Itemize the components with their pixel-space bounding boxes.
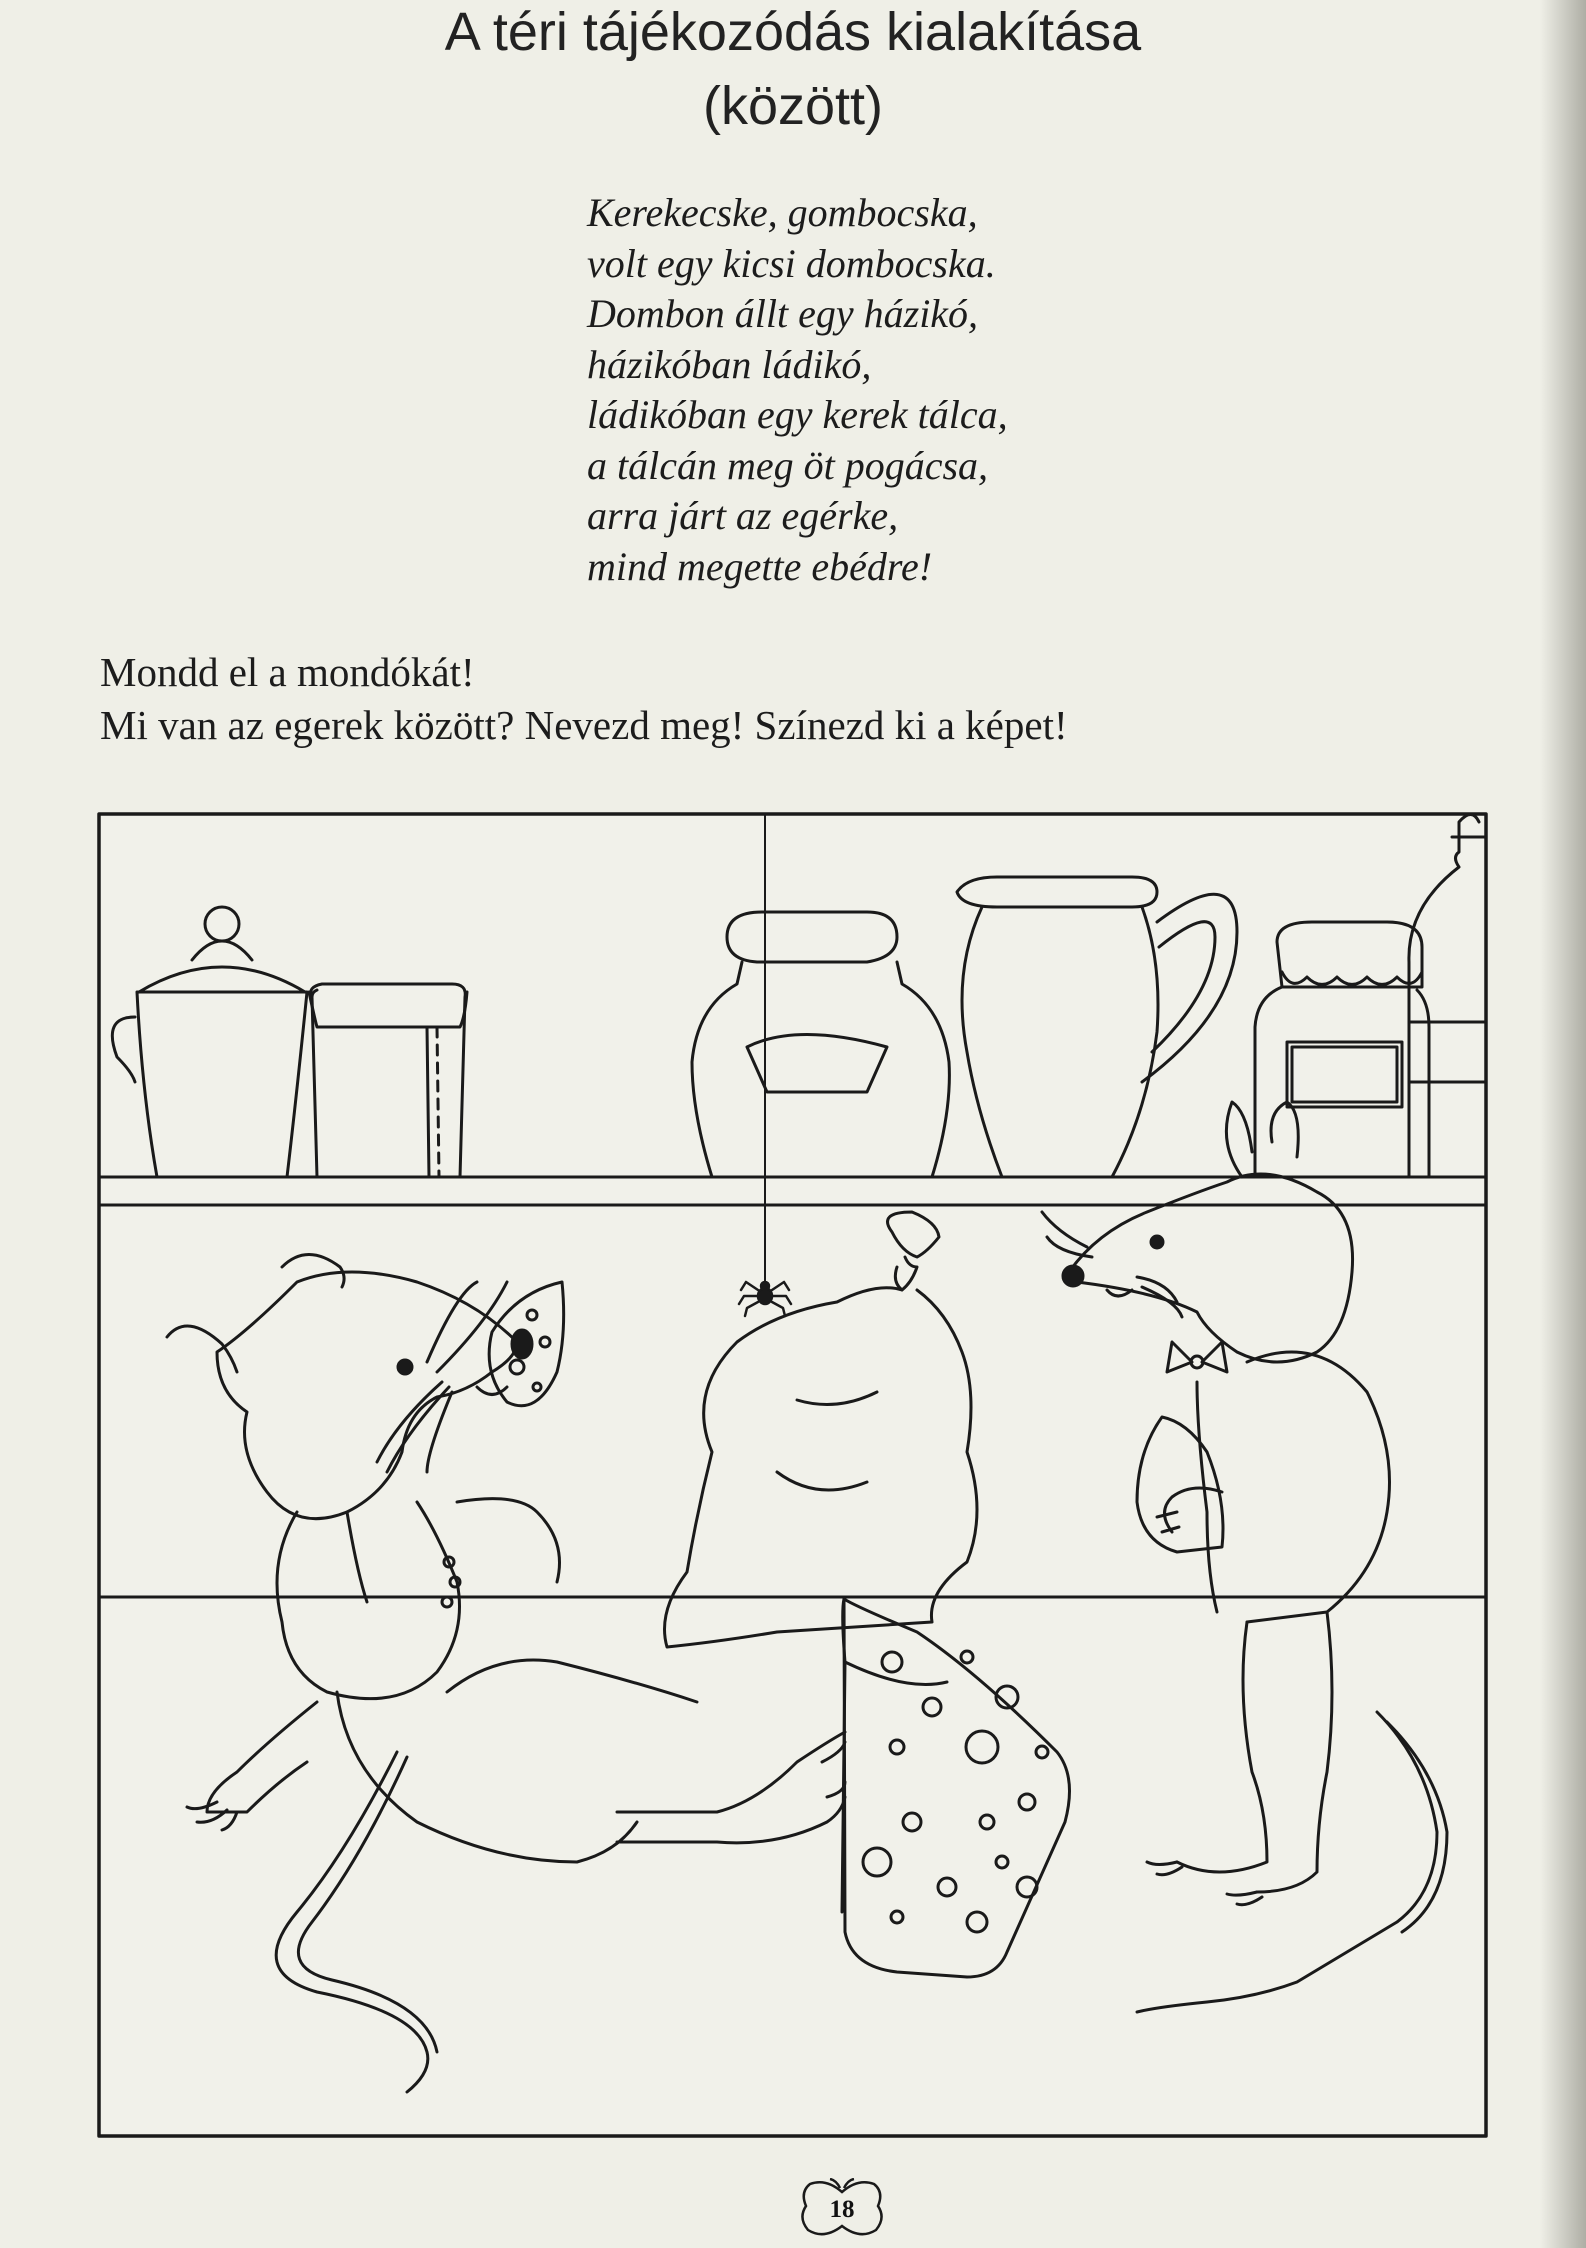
poem-line: Kerekecske, gombocska, [587, 190, 978, 235]
poem [587, 188, 1008, 592]
page-number [796, 2178, 888, 2244]
poem-line: mind megette ebédre! [587, 543, 933, 589]
page-title: A téri tájékozódás kialakítása [444, 2, 1142, 62]
poem-line: volt egy kicsi dombocska. [587, 240, 996, 286]
poem-line: a tálcán meg öt pogácsa, [587, 442, 989, 488]
instructions [100, 646, 1068, 752]
poem-line: arra járt az egérke, [587, 493, 899, 538]
page-edge-shadow [1540, 0, 1586, 2248]
picture-frame [99, 814, 1486, 2136]
poem-line: ládikóban egy kerek tálca, [587, 392, 1008, 437]
instruction-line: Mi van az egerek között? Nevezd meg! Színezd ki a képet! [100, 702, 1068, 748]
page-number-text: 18 [829, 2196, 855, 2223]
page-subtitle: (között) [702, 76, 884, 136]
poem-line: házikóban ládikó, [587, 341, 872, 387]
coloring-picture [97, 812, 1488, 2138]
instruction-line: Mondd el a mondókát! [100, 649, 475, 695]
poem-line: Dombon állt egy házikó, [587, 291, 979, 336]
